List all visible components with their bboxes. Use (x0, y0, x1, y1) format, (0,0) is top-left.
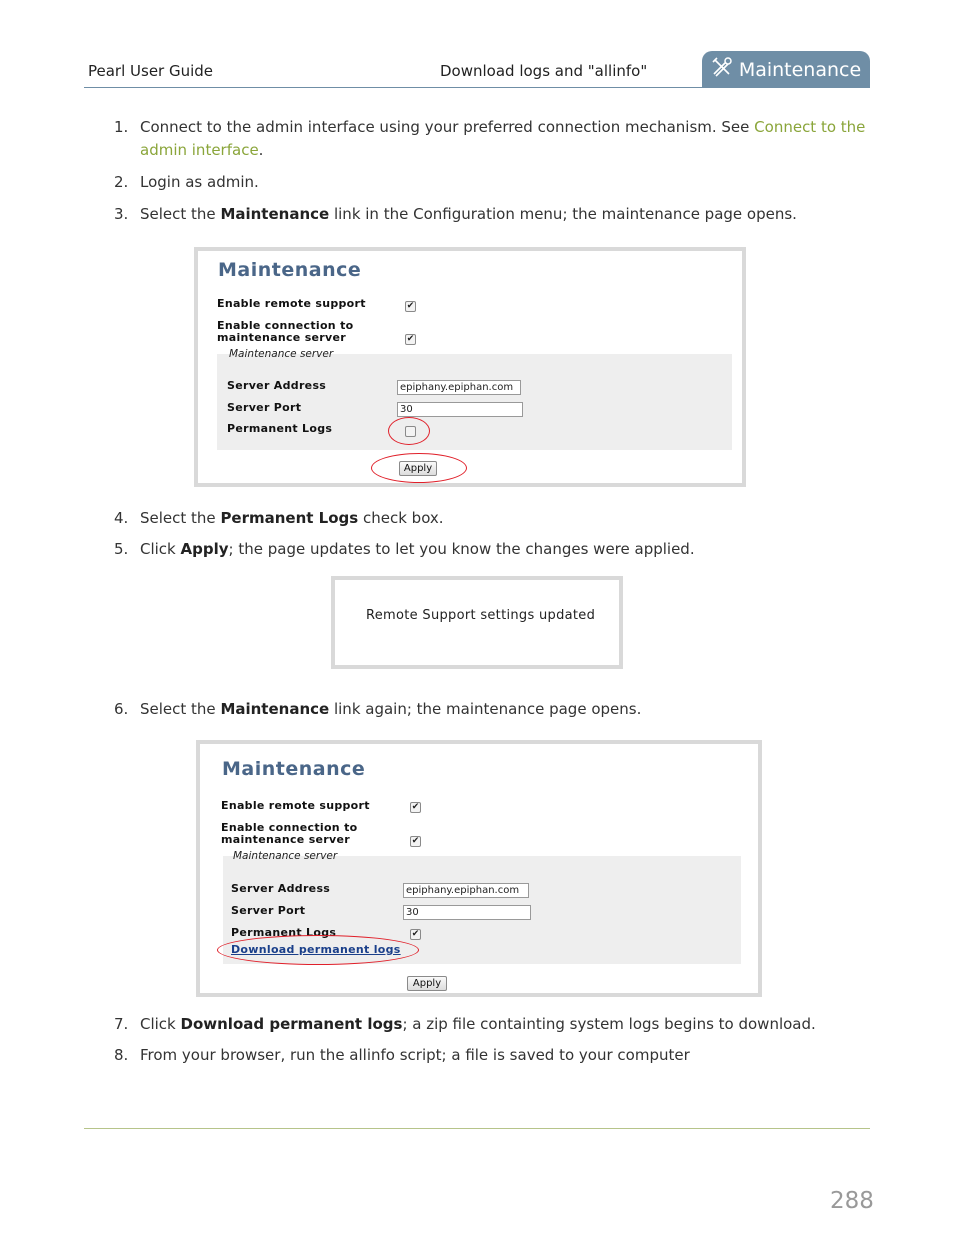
settings-updated-message: Remote Support settings updated (366, 608, 596, 623)
step-3 (114, 203, 874, 226)
server-port-label: Server Port (227, 401, 302, 414)
apply-button[interactable]: Apply (407, 976, 447, 991)
enable-remote-support-checkbox[interactable]: ✔ (406, 301, 415, 311)
guide-title: Pearl User Guide (88, 62, 214, 80)
enable-remote-support-checkbox[interactable]: ✔ (411, 802, 420, 812)
maintenance-title: Maintenance (222, 758, 366, 780)
step-bold: Maintenance (220, 205, 330, 223)
step-text (140, 698, 870, 721)
step-bold: Maintenance (220, 700, 330, 718)
enable-connection-checkbox[interactable]: ✔ (411, 836, 420, 846)
step-text (140, 203, 870, 226)
permanent-logs-label: Permanent Logs (227, 422, 333, 435)
chapter-tab (702, 51, 870, 88)
tools-icon (711, 57, 733, 82)
server-port-input[interactable]: 30 (397, 402, 523, 417)
step-text (140, 538, 870, 561)
highlight-circle (217, 935, 419, 965)
step-text (140, 116, 870, 162)
step-text: Login as admin. (140, 173, 259, 191)
header-divider (84, 87, 870, 88)
enable-remote-support-label: Enable remote support (217, 297, 366, 310)
step-number: 3. (114, 205, 129, 223)
enable-connection-label-line1: Enable connection to (217, 319, 354, 332)
step-6 (114, 698, 874, 721)
server-port-label: Server Port (231, 904, 306, 917)
chapter-tab-label: Maintenance (738, 58, 862, 81)
permanent-logs-label: Permanent Logs (231, 926, 337, 939)
maintenance-screenshot-1 (194, 247, 746, 487)
server-address-input[interactable]: epiphany.epiphan.com (403, 883, 529, 898)
enable-remote-support-label: Enable remote support (221, 799, 370, 812)
download-permanent-logs-link[interactable]: Download permanent logs (231, 943, 401, 956)
step-number: 8. (114, 1046, 129, 1064)
step-number: 4. (114, 509, 129, 527)
fieldset-legend: Maintenance server (233, 850, 338, 862)
server-address-label: Server Address (231, 882, 331, 895)
server-address-input[interactable]: epiphany.epiphan.com (397, 380, 521, 395)
enable-connection-checkbox[interactable]: ✔ (406, 334, 415, 344)
enable-connection-label-line2: maintenance server (217, 331, 346, 344)
footer-divider (84, 1128, 870, 1129)
step-text-part: check box. (358, 509, 444, 527)
step-7 (114, 1013, 874, 1036)
step-text-part: . (258, 141, 264, 159)
step-8 (114, 1044, 874, 1067)
step-text-part: Select the (140, 205, 221, 223)
step-text-part: Click (140, 1015, 181, 1033)
step-2 (114, 171, 874, 194)
page-number: 288 (830, 1188, 874, 1214)
connect-admin-link[interactable]: Connect to the admin interface (140, 118, 866, 159)
fieldset-legend: Maintenance server (229, 348, 334, 360)
step-bold: Apply (180, 540, 229, 558)
step-text: From your browser, run the allinfo script; a file is saved to your computer (140, 1046, 690, 1064)
step-number: 7. (114, 1015, 129, 1033)
maintenance-screenshot-2 (196, 740, 762, 997)
step-text-part: Select the (140, 700, 221, 718)
section-title: Download logs and "allinfo" (440, 62, 648, 80)
step-bold: Permanent Logs (220, 509, 359, 527)
server-port-input[interactable]: 30 (403, 905, 531, 920)
step-number: 1. (114, 118, 129, 136)
step-4 (114, 507, 874, 530)
step-number: 6. (114, 700, 129, 718)
step-text-part: ; the page updates to let you know the changes were applied. (228, 540, 695, 558)
step-number: 2. (114, 173, 129, 191)
step-bold: Download permanent logs (180, 1015, 403, 1033)
step-text (140, 507, 870, 530)
step-text-part: ; a zip file containting system logs begins to download. (402, 1015, 816, 1033)
enable-connection-label-line1: Enable connection to (221, 821, 358, 834)
maintenance-title: Maintenance (218, 259, 362, 281)
highlight-circle (388, 417, 430, 445)
step-text-part: link in the Configuration menu; the maintenance page opens. (329, 205, 797, 223)
step-text-part: link again; the maintenance page opens. (329, 700, 642, 718)
server-address-label: Server Address (227, 379, 327, 392)
step-number: 5. (114, 540, 129, 558)
step-text-part: Select the (140, 509, 221, 527)
highlight-circle (371, 453, 467, 483)
step-1 (114, 116, 874, 164)
step-5 (114, 538, 874, 561)
step-text-part: Connect to the admin interface using your preferred connection mechanism. See (140, 118, 755, 136)
enable-connection-label-line2: maintenance server (221, 833, 350, 846)
settings-updated-screenshot (331, 576, 623, 669)
step-text-part: Click (140, 540, 181, 558)
step-text (140, 1013, 870, 1036)
apply-button[interactable]: Apply (399, 461, 437, 476)
permanent-logs-checkbox[interactable]: ✔ (411, 929, 420, 939)
